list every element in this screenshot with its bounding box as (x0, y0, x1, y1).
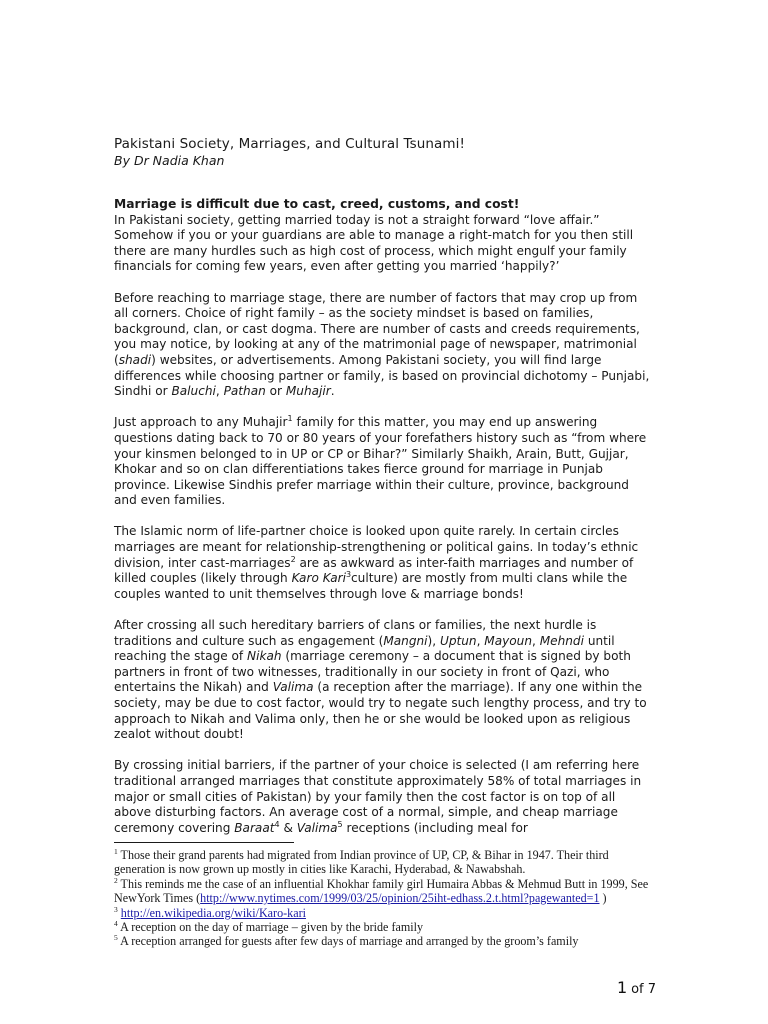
current-page-number: 1 (617, 978, 628, 997)
total-pages-label: of 7 (631, 982, 656, 997)
paragraph-2: Before reaching to marriage stage, there are number of factors that may crop up from all corners. Choice of right family – as the society mindset is based on families, background, clan, or cast dogma. There are number of casts and creeds requirements, you may notice, by looking at any of the matrimonial page of newspaper, matrimonial (shadi) websites, or advertisements. Among Pakistani society, you will find large differences while choosing partner or family, is based on provincial dichotomy – Punjabi, Sindhi or Baluchi, Pathan or Muhajir. (114, 290, 650, 399)
footnote-2: $^2$ This reminds me the case of an influential Khokhar family girl Humaira Abbas & Mehmud Butt in 1999, See NewYork Times (http://www.nytimes.com/1999/03/25/opinion/25iht-edhass.2.t.html?pagewanted=1 ) (114, 875, 649, 906)
footnote-1: $^1$ Those their grand parents had migrated from Indian province of UP, CP, & Bihar in 1947. Their third generation is now grown up mostly in cities like Karachi, Hyderabad, & Nawabshah. (114, 846, 609, 877)
wikipedia-link[interactable]: http://en.wikipedia.org/wiki/Karo-kari (120, 905, 306, 920)
author-byline: By Dr Nadia Khan (114, 153, 225, 168)
footnote-ref-5[interactable]: 5 (337, 819, 343, 829)
footnote-ref-1[interactable]: 1 (287, 414, 293, 424)
paragraph-6: By crossing initial barriers, if the partner of your choice is selected (I am referring here traditional arranged marriages that constitute approximately 58% of total marriages in major or small cities of Pakistan) by your family then the cost factor is on top of all above disturbing factors. An average cost of a normal, simple, and cheap marriage ceremony covering Baraat$^4$ & Valima$^5$ receptions (including meal for (114, 758, 642, 835)
footnote-ref-3[interactable]: 3 (345, 570, 352, 580)
nytimes-link[interactable]: http://www.nytimes.com/1999/03/25/opinion/25iht-edhass.2.t.html?pagewanted=1 (200, 891, 600, 906)
footnote-4: $^4$ A reception on the day of marriage – given by the bride family (114, 919, 424, 935)
footnote-ref-4[interactable]: 4 (274, 819, 280, 829)
footnote-ref-2[interactable]: 2 (290, 554, 296, 564)
page-indicator (617, 978, 656, 997)
document-title: Pakistani Society, Marriages, and Cultural Tsunami! (114, 136, 466, 152)
paragraph-1: In Pakistani society, getting married today is not a straight forward “love affair.” Somehow if you or your guardians are able to manage a right-match for you then still there are many hurdles such as high cost of process, which might engulf your family financials for coming few years, even after getting you married ‘happily?’ (114, 212, 634, 274)
paragraph-5: After crossing all such hereditary barriers of clans or families, the next hurdle is traditions and culture such as engagement (Mangni), Uptun, Mayoun, Mehndi until reaching the stage of Nikah (marriage ceremony – a document that is signed by both partners in front of two witnesses, traditionally in our society in front of Qazi, who entertains the Nikah) and Valima (a reception after the marriage). If any one within the society, may be due to cost factor, would try to negate such lengthy process, and try to approach to Nikah and Valima only, then he or she would be looked upon as religious zealot without doubt! (114, 618, 647, 742)
footnotes (114, 848, 659, 949)
footnote-3: $^3$ http://en.wikipedia.org/wiki/Karo-kari (114, 904, 306, 920)
section-heading: Marriage is difficult due to cast, creed, customs, and cost! (114, 197, 520, 211)
footnote-5: $^5$ A reception arranged for guests after few days of marriage and arranged by the groom’s family (114, 933, 579, 949)
article-body (114, 197, 652, 852)
paragraph-3: Just approach to any Muhajir$^1$ family for this matter, you may end up answering questions dating back to 70 or 80 years of your forefathers history such as “from where your kinsmen belonged to in UP or CP or Bihar?” Similarly Shaikh, Arain, Butt, Gujjar, Khokar and so on clan differentiations takes fierce ground for marriage in Punjab province. Likewise Sindhis prefer marriage within their culture, province, background and even families. (114, 414, 647, 508)
footnote-separator (114, 842, 294, 843)
paragraph-4: The Islamic norm of life-partner choice is looked upon quite rarely. In certain circles marriages are meant for relationship-strengthening or political gains. In today’s ethnic division, inter cast-marriages$^2$ are as awkward as inter-faith marriages and number of killed couples (likely through Karo Kari$^3$culture) are mostly from multi clans while the couples wanted to unit themselves through love & marriage bonds! (114, 524, 639, 601)
